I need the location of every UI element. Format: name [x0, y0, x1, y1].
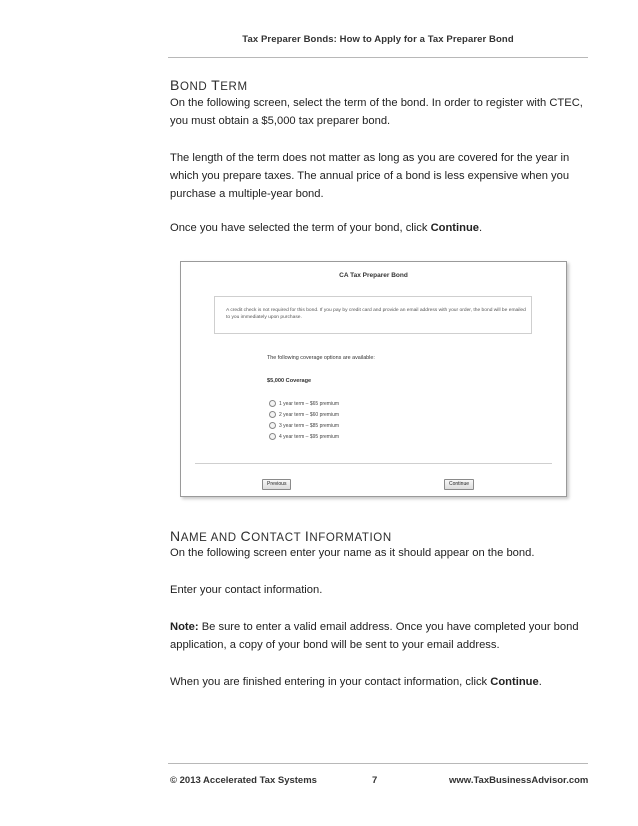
note-text: Be sure to enter a valid email address. Once you have completed your bond application, a copy of your bond will be sent to your email address.: [170, 621, 579, 651]
footer-website: www.TaxBusinessAdvisor.com: [449, 775, 589, 786]
heading-rest: ONTACT: [251, 532, 305, 544]
note-paragraph: [170, 618, 590, 654]
name-contact-paragraph-1: On the following screen enter your name as it should appear on the bond.: [170, 547, 535, 559]
credit-check-notice: [214, 296, 532, 334]
term-option-1[interactable]: [269, 400, 339, 407]
bond-term-p3-bold: Continue: [430, 222, 480, 234]
radio-icon[interactable]: [269, 411, 276, 418]
bond-term-p3-text: Once you have selected the term of your bond, click: [170, 222, 431, 234]
term-option-label: 4 year term – $95 premium: [279, 433, 340, 440]
bond-term-heading-rest-2: ERM: [220, 81, 248, 93]
term-option-3[interactable]: [269, 422, 339, 429]
p4-bold: Continue: [490, 676, 539, 688]
coverage-options-intro: The following coverage options are available:: [267, 355, 375, 361]
bond-term-p3-end: .: [479, 222, 483, 234]
heading-initial: C: [240, 528, 252, 544]
heading-initial: N: [170, 528, 181, 544]
bond-term-screenshot: [180, 261, 567, 497]
p4-text: When you are finished entering in your contact information, click: [170, 676, 491, 688]
bond-term-heading-initial: B: [170, 77, 180, 93]
bond-term-heading-initial-2: T: [211, 77, 221, 93]
credit-check-notice-text: A credit check is not required for this bond. If you pay by credit card and provide an email address with your order, the bond will be emailed to you immediately upon purchase.: [226, 308, 526, 320]
term-option-label: 2 year term – $60 premium: [279, 411, 340, 418]
term-option-label: 1 year term – $65 premium: [279, 400, 340, 407]
bond-term-paragraph-3: [170, 219, 590, 237]
term-option-2[interactable]: [269, 411, 339, 418]
screenshot-divider: [195, 463, 552, 464]
radio-icon[interactable]: [269, 400, 276, 407]
term-option-label: 3 year term – $85 premium: [279, 422, 340, 429]
footer-page-number: 7: [372, 775, 378, 786]
continue-button[interactable]: Continue: [444, 479, 474, 490]
name-contact-paragraph-4: [170, 673, 590, 691]
bond-term-heading: [170, 77, 248, 93]
bond-term-paragraph-1: On the following screen, select the term of the bond. In order to register with CTEC, you must obtain a $5,000 tax preparer bond.: [170, 97, 583, 127]
radio-icon[interactable]: [269, 422, 276, 429]
name-contact-heading: [170, 528, 392, 544]
page-header: Tax Preparer Bonds: How to Apply for a Tax Preparer Bond: [242, 34, 514, 45]
footer-divider: [168, 763, 588, 764]
radio-icon[interactable]: [269, 433, 276, 440]
header-divider: [168, 57, 588, 58]
heading-rest: NFORMATION: [309, 532, 392, 544]
p4-end: .: [538, 676, 542, 688]
screenshot-title: CA Tax Preparer Bond: [339, 272, 408, 279]
footer-copyright: © 2013 Accelerated Tax Systems: [170, 775, 317, 786]
note-label: Note:: [170, 621, 199, 633]
bond-term-heading-rest: OND: [179, 81, 212, 93]
previous-button[interactable]: Previous: [262, 479, 291, 490]
coverage-heading: $5,000 Coverage: [267, 378, 312, 384]
heading-rest: AME AND: [180, 532, 241, 544]
bond-term-paragraph-2: The length of the term does not matter as long as you are covered for the year in which you prepare taxes. The annual price of a bond is less expensive when you purchase a multiple-year bond.: [170, 152, 570, 200]
heading-initial: I: [304, 528, 310, 544]
term-option-4[interactable]: [269, 433, 339, 440]
name-contact-paragraph-2: Enter your contact information.: [170, 584, 323, 596]
